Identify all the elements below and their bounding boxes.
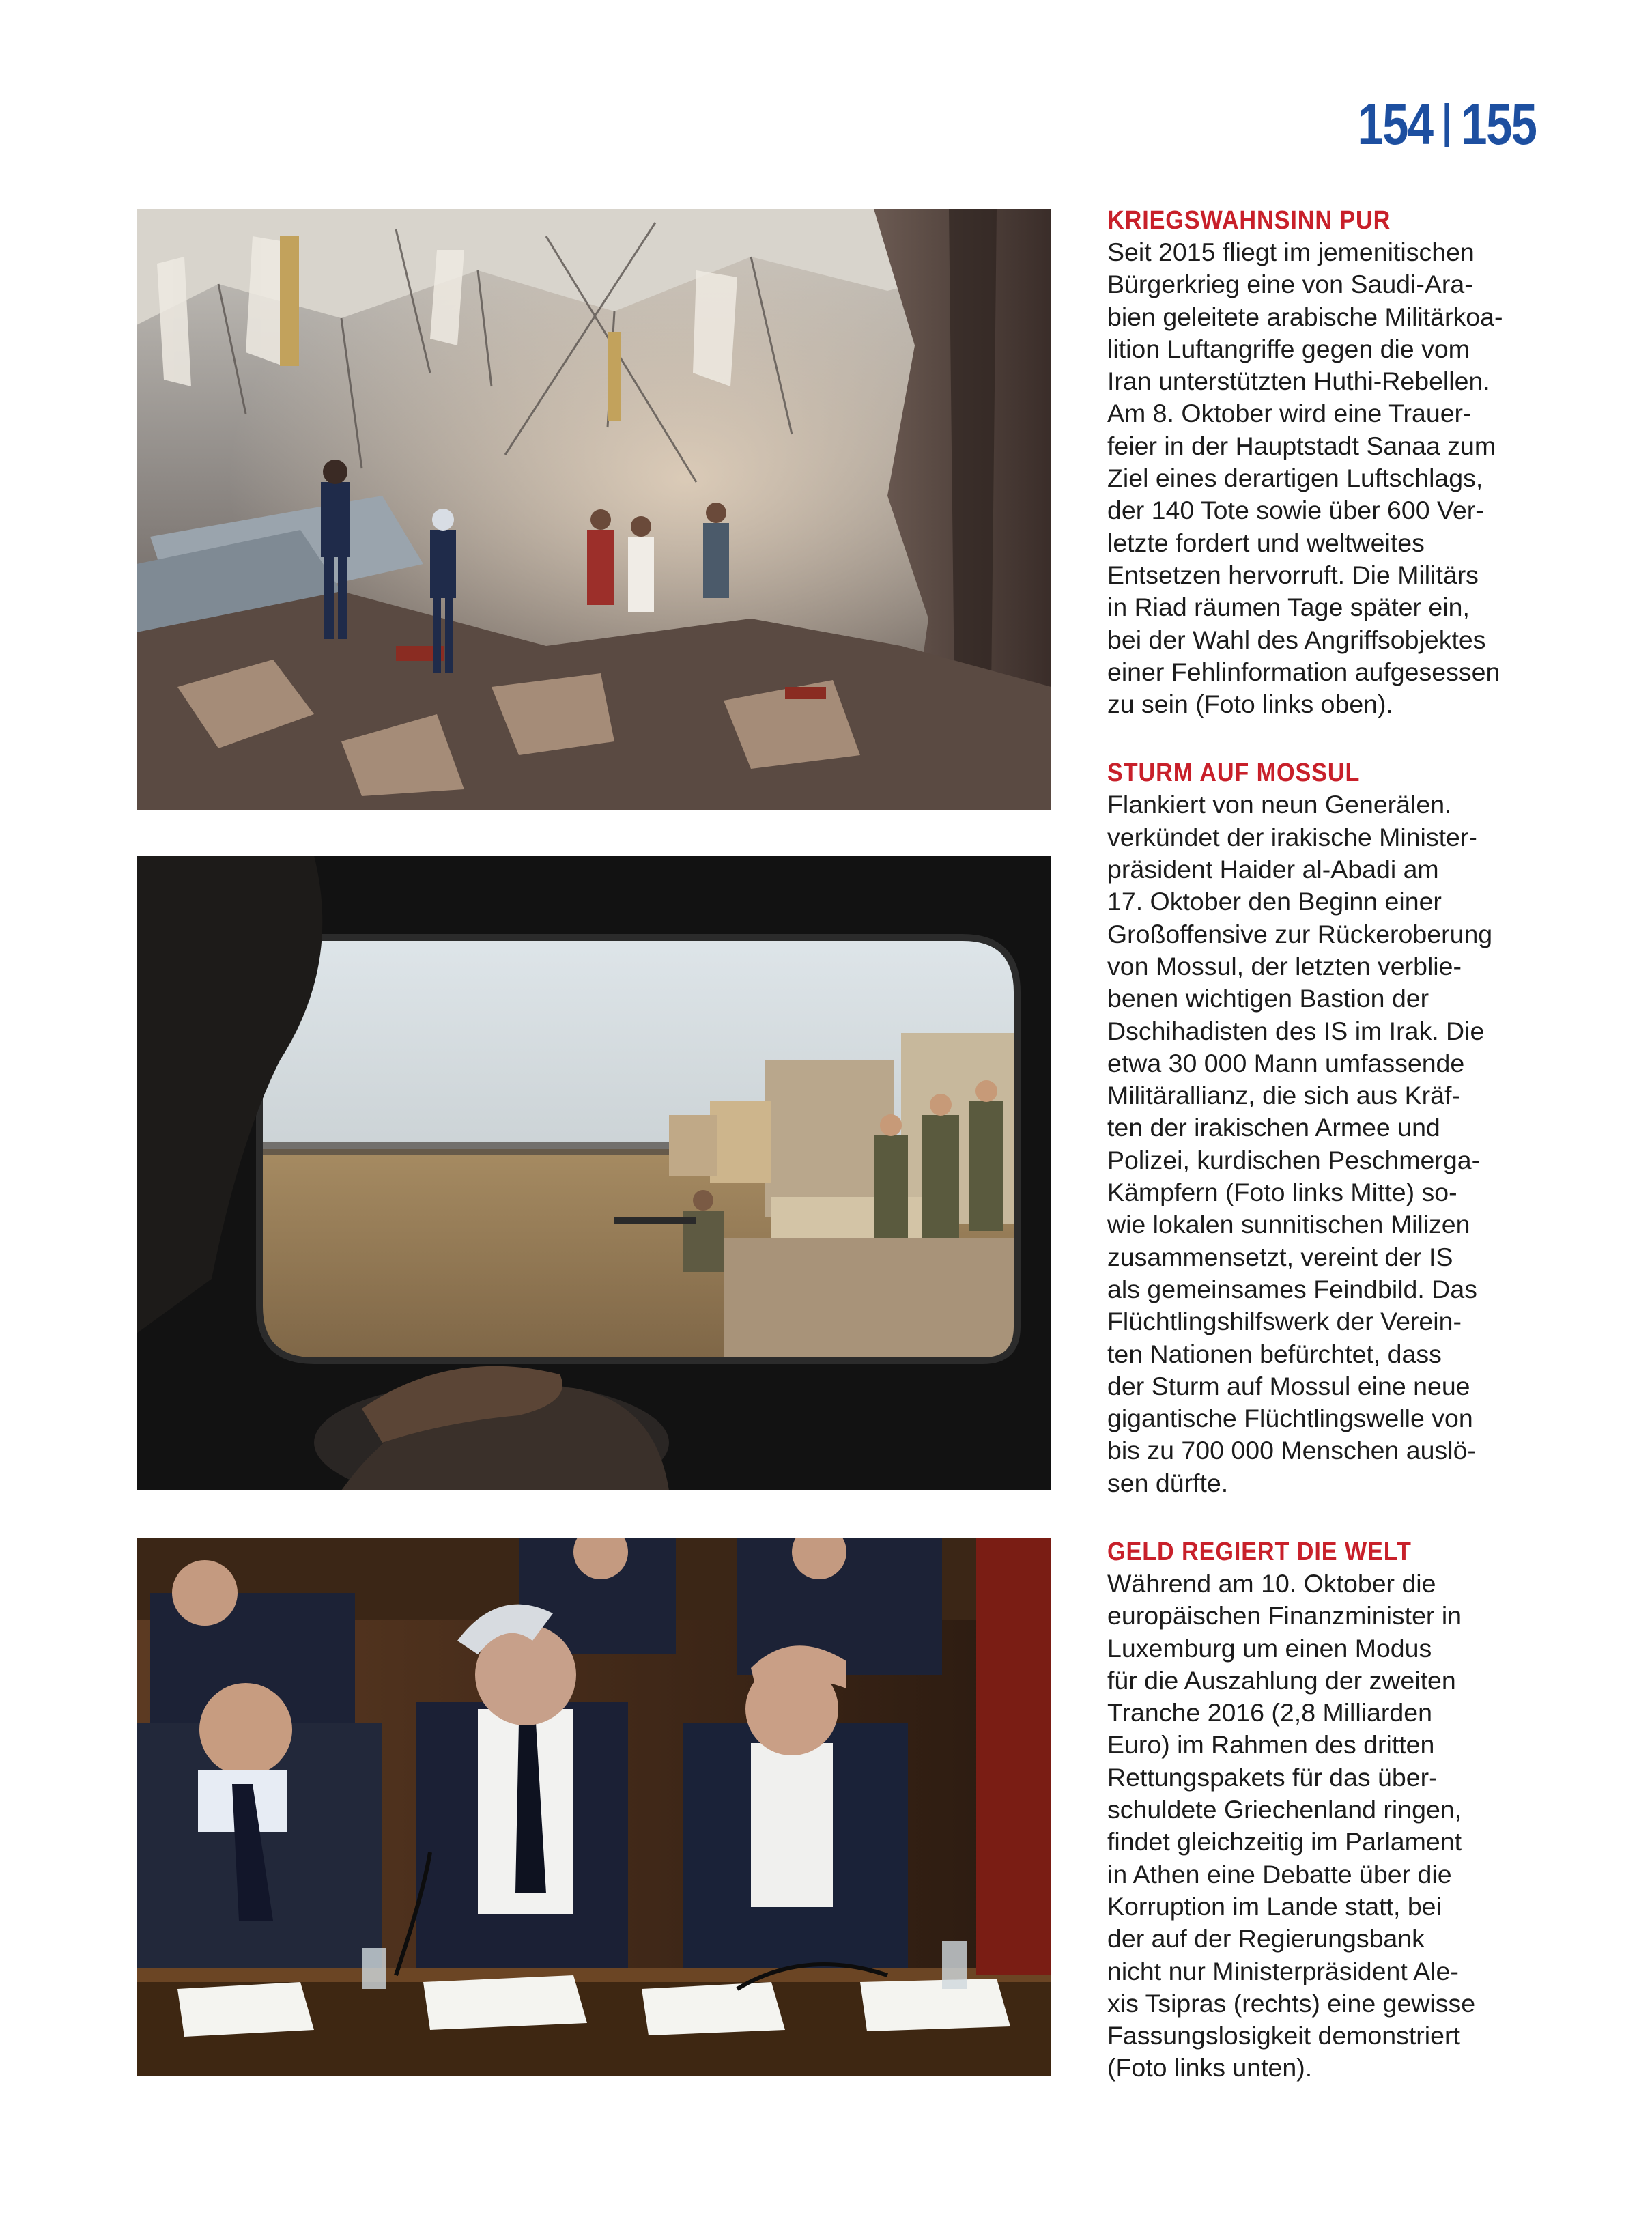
photo-airstrike-ruins bbox=[137, 209, 1051, 810]
article-line: Polizei, kurdischen Peschmerga- bbox=[1107, 1145, 1481, 1174]
page-number-right: 155 bbox=[1460, 92, 1536, 156]
photo-armored-vehicle-window bbox=[137, 856, 1051, 1490]
photo-armored-vehicle-window-image bbox=[137, 856, 1051, 1490]
article-line: 17. Oktober den Beginn einer bbox=[1107, 887, 1442, 916]
article-line: der 140 Tote sowie über 600 Ver- bbox=[1107, 496, 1484, 525]
article-line: lition Luftangriffe gegen die vom bbox=[1107, 334, 1470, 363]
article-heading: GELD REGIERT DIE WELT bbox=[1107, 1537, 1412, 1566]
article-line: verkündet der irakische Minister- bbox=[1107, 822, 1477, 851]
article-line: Dschihadisten des IS im Irak. Die bbox=[1107, 1016, 1485, 1045]
article-kriegswahnsinn bbox=[1107, 205, 1544, 720]
article-line: Euro) im Rahmen des dritten bbox=[1107, 1730, 1435, 1759]
article-line: Tranche 2016 (2,8 Milliarden bbox=[1107, 1698, 1432, 1727]
article-line: Am 8. Oktober wird eine Trauer- bbox=[1107, 399, 1472, 428]
article-line: Kämpfern (Foto links Mitte) so- bbox=[1107, 1178, 1457, 1207]
article-line: Seit 2015 fliegt im jemenitischen bbox=[1107, 238, 1475, 266]
article-line: benen wichtigen Bastion der bbox=[1107, 984, 1429, 1013]
article-line: zu sein (Foto links oben). bbox=[1107, 690, 1393, 719]
article-line: zusammensetzt, vereint der IS bbox=[1107, 1242, 1453, 1271]
article-sturm-auf-mossul bbox=[1107, 757, 1544, 1499]
article-line: Ziel eines derartigen Luftschlags, bbox=[1107, 464, 1483, 493]
article-line: xis Tsipras (rechts) eine gewisse bbox=[1107, 1988, 1476, 2018]
article-line: Entsetzen hervorruft. Die Militärs bbox=[1107, 560, 1479, 589]
article-column bbox=[1107, 205, 1544, 2121]
article-line: als gemeinsames Feindbild. Das bbox=[1107, 1274, 1477, 1303]
article-line: einer Fehlinformation aufgesessen bbox=[1107, 657, 1500, 686]
article-line: (Foto links unten). bbox=[1107, 2053, 1313, 2082]
article-line: Rettungspakets für das über- bbox=[1107, 1762, 1438, 1792]
article-body bbox=[1107, 789, 1544, 1499]
article-line: präsident Haider al-Abadi am bbox=[1107, 855, 1439, 884]
article-line: bien geleitete arabische Militärkoa- bbox=[1107, 302, 1503, 331]
article-line: Großoffensive zur Rückeroberung bbox=[1107, 919, 1493, 948]
article-line: Iran unterstützten Huthi-Rebellen. bbox=[1107, 367, 1490, 396]
article-line: bis zu 700 000 Menschen auslö- bbox=[1107, 1436, 1476, 1465]
article-line: der Sturm auf Mossul eine neue bbox=[1107, 1371, 1470, 1400]
article-line: Fassungslosigkeit demonstriert bbox=[1107, 2021, 1460, 2050]
article-line: wie lokalen sunnitischen Milizen bbox=[1107, 1210, 1470, 1239]
article-line: findet gleichzeitig im Parlament bbox=[1107, 1827, 1462, 1856]
article-line: ten der irakischen Armee und bbox=[1107, 1113, 1440, 1142]
article-body bbox=[1107, 236, 1544, 720]
article-geld-regiert-die-welt bbox=[1107, 1536, 1544, 2084]
article-line: feier in der Hauptstadt Sanaa zum bbox=[1107, 431, 1496, 460]
article-line: Korruption im Lande statt, bei bbox=[1107, 1891, 1442, 1921]
page-number-divider bbox=[1444, 103, 1449, 147]
page-numbers bbox=[1357, 92, 1536, 156]
article-line: etwa 30 000 Mann umfassende bbox=[1107, 1048, 1465, 1077]
article-heading: STURM AUF MOSSUL bbox=[1107, 759, 1361, 788]
article-line: für die Auszahlung der zweiten bbox=[1107, 1665, 1456, 1695]
article-line: bei der Wahl des Angriffsobjektes bbox=[1107, 625, 1486, 654]
article-line: sen dürfte. bbox=[1107, 1468, 1229, 1497]
page-number-left: 154 bbox=[1357, 92, 1433, 156]
photo-airstrike-ruins-image bbox=[137, 209, 1051, 810]
photo-parliament-bench bbox=[137, 1538, 1051, 2076]
article-line: der auf der Regierungsbank bbox=[1107, 1924, 1425, 1953]
article-heading: KRIEGSWAHNSINN PUR bbox=[1107, 206, 1391, 235]
article-line: Flüchtlingshilfswerk der Verein- bbox=[1107, 1307, 1462, 1336]
article-line: Während am 10. Oktober die bbox=[1107, 1568, 1436, 1598]
photo-parliament-bench-image bbox=[137, 1538, 1051, 2076]
article-line: ten Nationen befürchtet, dass bbox=[1107, 1339, 1442, 1368]
article-line: Luxemburg um einen Modus bbox=[1107, 1633, 1432, 1663]
article-line: Flankiert von neun Generälen. bbox=[1107, 790, 1452, 819]
article-line: Militärallianz, die sich aus Kräf- bbox=[1107, 1081, 1460, 1110]
article-line: nicht nur Ministerpräsident Ale- bbox=[1107, 1956, 1459, 1985]
article-line: in Riad räumen Tage später ein, bbox=[1107, 593, 1470, 622]
article-line: in Athen eine Debatte über die bbox=[1107, 1859, 1452, 1889]
article-line: Bürgerkrieg eine von Saudi-Ara- bbox=[1107, 270, 1473, 299]
article-line: europäischen Finanzminister in bbox=[1107, 1601, 1462, 1630]
article-line: von Mossul, der letzten verblie- bbox=[1107, 951, 1462, 980]
article-line: letzte fordert und weltweites bbox=[1107, 528, 1425, 557]
article-line: gigantische Flüchtlingswelle von bbox=[1107, 1404, 1473, 1433]
article-line: schuldete Griechenland ringen, bbox=[1107, 1795, 1462, 1824]
article-body bbox=[1107, 1568, 1544, 2084]
